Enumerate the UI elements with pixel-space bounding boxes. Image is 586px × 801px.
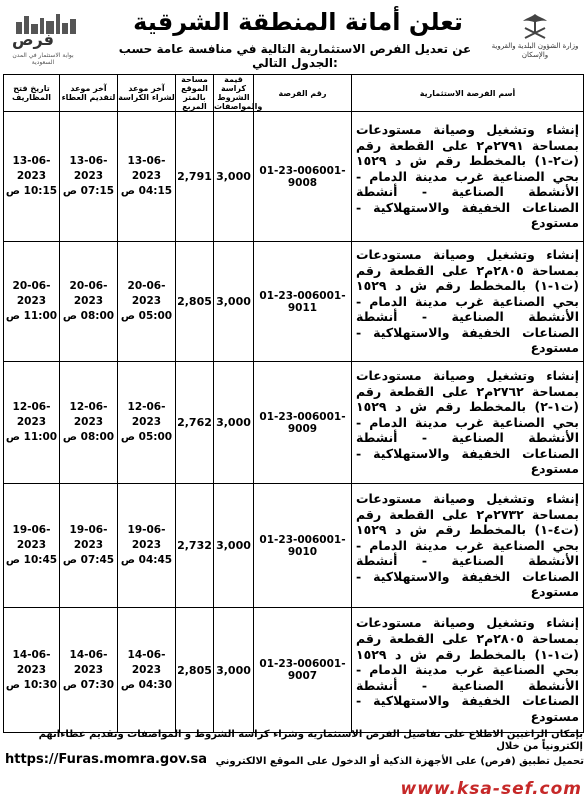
ministry-name: وزارة الشؤون البلدية والقروية والإسكان — [491, 42, 579, 59]
open-date-open-time: 11:00 ص — [5, 431, 58, 443]
opportunity-name-cell — [352, 242, 584, 362]
opportunity-number-number: 01-23-006001-9011 — [259, 289, 346, 314]
booklet-value-cell — [214, 242, 254, 362]
page-subtitle: عن تعديل الفرص الاستثمارية التالية في منافسة عامة حسب الجدول التالي: — [118, 42, 472, 70]
header-deadline-submit: آخر موعد لتقديم العطاء — [60, 75, 118, 112]
booklet-value-booklet-value: 3,000 — [216, 416, 251, 429]
watermark: www.ksa-sef.com — [400, 779, 582, 799]
booklet-value-booklet-value: 3,000 — [216, 295, 251, 308]
area-area: 2,805 — [177, 663, 212, 677]
submit-deadline-cell — [60, 242, 118, 362]
submit-deadline-cell — [60, 112, 118, 242]
open-date-open-time: 10:15 ص — [5, 185, 58, 197]
area-cell — [176, 112, 214, 242]
booklet-deadline-booklet-time: 04:30 ص — [120, 678, 173, 691]
open-date-cell — [4, 242, 60, 362]
open-date-open-time: 10:30 ص — [5, 678, 58, 691]
opportunity-name-name: إنشاء وتشغيل وصيانة مستودعات بمساحة ٢٨٠٥م٢ على القطعة رقم (ت١-١) بالمخطط رقم ش د ١٥٢٩ بحي الصناعية غرب مدينة الدمام - الأنشطة الصناعية - أنشطة الصناعات الخفيفة والاستهلاكية - مستودع — [356, 615, 579, 724]
area-cell — [176, 484, 214, 608]
booklet-deadline-cell — [118, 608, 176, 733]
header-opportunity-no: رقم الفرصة — [254, 75, 352, 112]
open-date-open-date: 13-06-2023 — [12, 155, 51, 182]
header-area: مساحة الموقع بالمتر المربع — [176, 75, 214, 112]
open-date-cell — [4, 484, 60, 608]
booklet-deadline-cell — [118, 484, 176, 608]
ministry-logo — [490, 12, 580, 62]
open-date-cell — [4, 112, 60, 242]
furas-logo — [8, 12, 78, 67]
submit-deadline-submit-date: 19-06-2023 — [69, 524, 108, 551]
header-open-date: تاريخ فتح المظاريف — [4, 75, 60, 112]
opportunity-number-cell — [254, 242, 352, 362]
booklet-deadline-booklet-time: 04:15 ص — [120, 185, 173, 197]
submit-deadline-cell — [60, 608, 118, 733]
submit-deadline-submit-date: 20-06-2023 — [69, 280, 108, 307]
opportunity-number-number: 01-23-006001-9010 — [259, 533, 346, 558]
open-date-open-date: 20-06-2023 — [12, 280, 51, 307]
booklet-value-cell — [214, 608, 254, 733]
opportunity-name-name: إنشاء وتشغيل وصيانة مستودعات بمساحة ٢٧٣٢م٢ على القطعة رقم (ت٤-١) بالمخطط رقم ش د ١٥٢٩ بحي الصناعية غرب مدينة الدمام - الأنشطة الصناعية - أنشطة الصناعات الخفيفة والاستهلاكية - مستودع — [356, 490, 579, 600]
page-title: تعلن أمانة المنطقة الشرقية — [133, 8, 463, 36]
opportunity-number-cell — [254, 608, 352, 733]
booklet-value-cell — [214, 484, 254, 608]
submit-deadline-submit-time: 07:30 ص — [62, 678, 115, 691]
open-date-cell — [4, 362, 60, 484]
footer-line2: تحميل تطبيق (فرص) على الأجهزة الذكية أو الدخول على الموقع الالكتروني — [215, 756, 584, 767]
open-date-open-date: 14-06-2023 — [12, 648, 51, 676]
booklet-value-booklet-value: 3,000 — [216, 170, 251, 183]
area-area: 2,762 — [177, 416, 212, 429]
opportunity-name-name: إنشاء وتشغيل وصيانة مستودعات بمساحة ٢٧٩١م٢ على القطعة رقم (ت٢-١) بالمخطط رقم ش د ١٥٢٩ بحي الصناعية غرب مدينة الدمام - الأنشطة الصناعية - أنشطة الصناعات الخفيفة والاستهلاكية - مستودع — [356, 121, 579, 231]
table-row — [4, 362, 584, 484]
open-date-open-date: 12-06-2023 — [12, 401, 51, 428]
furas-logo-text: فرص — [12, 30, 54, 49]
area-area: 2,791 — [177, 170, 212, 183]
header-opportunity-name: أسم الفرصة الاستثمارية — [352, 75, 584, 112]
header-deadline-booklet: آخر موعد لشراء الكراسة — [118, 75, 176, 112]
table-header-row — [4, 75, 584, 112]
open-date-open-time: 10:45 ص — [5, 554, 58, 566]
booklet-deadline-booklet-date: 12-06-2023 — [127, 401, 166, 428]
open-date-cell — [4, 608, 60, 733]
opportunity-name-cell — [352, 362, 584, 484]
furas-logo-subtext: بوابة الاستثمار في المدن السعودية — [12, 52, 74, 66]
booklet-value-cell — [214, 362, 254, 484]
booklet-deadline-booklet-date: 13-06-2023 — [127, 155, 166, 182]
area-area: 2,732 — [177, 539, 212, 552]
palm-emblem-icon — [520, 12, 550, 40]
opportunity-number-cell — [254, 484, 352, 608]
opportunity-name-name: إنشاء وتشغيل وصيانة مستودعات بمساحة ٢٨٠٥م٢ على القطعة رقم (ت١-١) بالمخطط رقم ش د ١٥٢٩ بحي الصناعية غرب مدينة الدمام - الأنشطة الصناعية - أنشطة الصناعات الخفيفة والاستهلاكية - مستودع — [356, 246, 579, 356]
submit-deadline-submit-time: 08:00 ص — [62, 310, 115, 322]
opportunity-name-cell — [352, 112, 584, 242]
ad-header — [0, 0, 586, 75]
booklet-deadline-booklet-date: 19-06-2023 — [127, 524, 166, 551]
booklet-value-booklet-value: 3,000 — [216, 539, 251, 552]
header-booklet-value: قيمة كراسة الشروط والمواصفات — [214, 75, 263, 111]
booklet-deadline-cell — [118, 242, 176, 362]
booklet-deadline-booklet-time: 05:00 ص — [120, 431, 173, 443]
booklet-deadline-booklet-time: 05:00 ص — [120, 310, 173, 322]
furas-website-link[interactable]: https://Furas.momra.gov.sa — [5, 752, 208, 767]
opportunity-number-number: 01-23-006001-9007 — [259, 658, 346, 682]
submit-deadline-submit-date: 14-06-2023 — [69, 648, 108, 676]
open-date-open-date: 19-06-2023 — [12, 524, 51, 551]
area-cell — [176, 608, 214, 733]
booklet-value-booklet-value: 3,000 — [216, 663, 251, 677]
open-date-open-time: 11:00 ص — [5, 310, 58, 322]
submit-deadline-submit-date: 12-06-2023 — [69, 401, 108, 428]
table-row — [4, 112, 584, 242]
table-row — [4, 608, 584, 733]
area-area: 2,805 — [177, 295, 212, 308]
submit-deadline-submit-time: 07:15 ص — [62, 185, 115, 197]
footer-line1: بإمكان الراغبين الاطلاع على تفاصيل الفرص الاستثمارية وشراء كراسة الشروط و المواصفات وتقديم عطاءاتهم إلكترونياً من خلال — [38, 729, 583, 752]
opportunity-number-cell — [254, 112, 352, 242]
table-row — [4, 242, 584, 362]
submit-deadline-submit-time: 08:00 ص — [62, 431, 115, 443]
booklet-deadline-cell — [118, 362, 176, 484]
area-cell — [176, 242, 214, 362]
booklet-deadline-booklet-time: 04:45 ص — [120, 554, 173, 566]
opportunity-number-number: 01-23-006001-9009 — [259, 410, 346, 435]
opportunity-name-cell — [352, 484, 584, 608]
booklet-deadline-booklet-date: 20-06-2023 — [127, 280, 166, 307]
table-row — [4, 484, 584, 608]
booklet-value-cell — [214, 112, 254, 242]
opportunities-table — [3, 74, 584, 733]
opportunity-name-cell — [352, 608, 584, 733]
opportunity-number-number: 01-23-006001-9008 — [259, 164, 346, 189]
opportunity-number-cell — [254, 362, 352, 484]
submit-deadline-cell — [60, 484, 118, 608]
submit-deadline-submit-date: 13-06-2023 — [69, 155, 108, 182]
opportunity-name-name: إنشاء وتشغيل وصيانة مستودعات بمساحة ٢٧٦٢م٢ على القطعة رقم (ت١-٢) بالمخطط رقم ش د ١٥٢٩ بحي الصناعية غرب مدينة الدمام - الأنشطة الصناعية - أنشطة الصناعات الخفيفة والاستهلاكية - مستودع — [356, 367, 579, 477]
footer — [3, 729, 583, 753]
submit-deadline-submit-time: 07:45 ص — [62, 554, 115, 566]
booklet-deadline-cell — [118, 112, 176, 242]
area-cell — [176, 362, 214, 484]
booklet-deadline-booklet-date: 14-06-2023 — [127, 648, 166, 676]
submit-deadline-cell — [60, 362, 118, 484]
